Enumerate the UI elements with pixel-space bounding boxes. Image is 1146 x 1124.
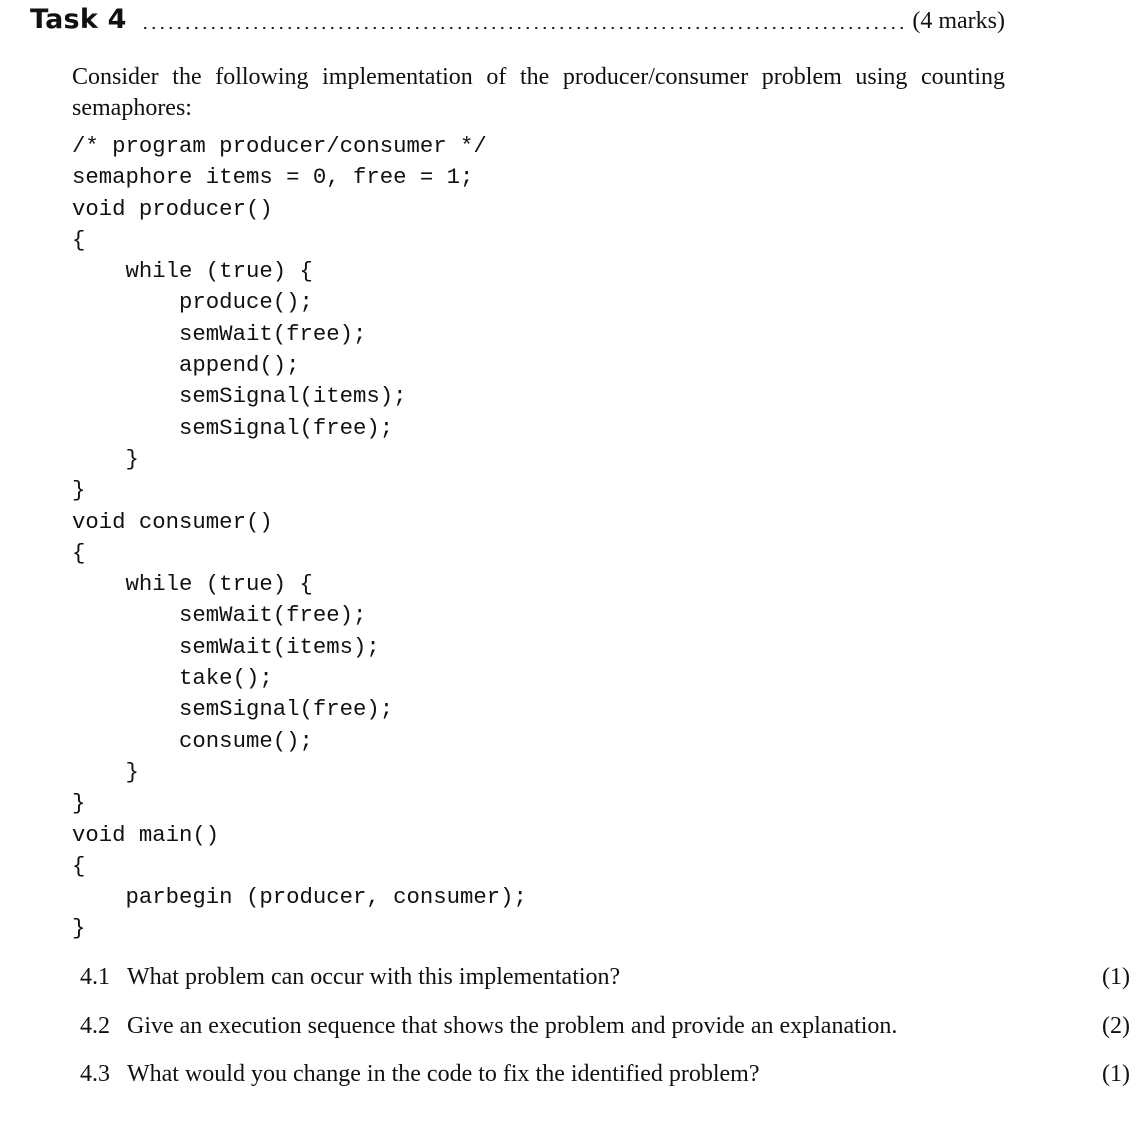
question-marks: (1) <box>1102 1061 1130 1087</box>
code-line: /* program producer/consumer */ <box>72 133 487 159</box>
code-line: while (true) { <box>72 258 313 285</box>
code-line: append(); <box>72 352 300 379</box>
question-text: Give an execution sequence that shows the problem and provide an explanation. <box>127 1012 898 1039</box>
code-line: semWait(items); <box>72 633 380 660</box>
question-number: 4.2 <box>80 1012 110 1039</box>
code-listing <box>72 131 527 945</box>
question-marks: (2) <box>1102 1012 1130 1039</box>
dot-leader <box>141 12 907 30</box>
code-line: semWait(free); <box>72 602 367 629</box>
code-line: void main() <box>72 821 220 848</box>
code-line: { <box>72 539 86 566</box>
task-title: Task 4 <box>30 4 127 35</box>
question-number: 4.1 <box>80 964 110 990</box>
question-number: 4.3 <box>80 1061 110 1087</box>
task-marks: (4 marks) <box>912 8 1005 34</box>
code-line: { <box>72 226 86 253</box>
code-line: void consumer() <box>72 508 273 535</box>
code-line: semSignal(free); <box>72 696 394 723</box>
question-item <box>80 1059 1130 1108</box>
code-line: produce(); <box>72 289 313 316</box>
code-line: semWait(free); <box>72 320 367 347</box>
code-line: void producer() <box>72 195 273 222</box>
code-line: } <box>72 915 86 942</box>
code-line: } <box>72 758 139 785</box>
code-line: } <box>72 790 86 817</box>
task-header <box>30 4 1005 36</box>
code-line: semSignal(free); <box>72 414 394 441</box>
code-line: semaphore items = 0, free = 1; <box>72 164 474 191</box>
question-list <box>80 962 1130 1108</box>
task-intro: Consider the following implementation of the producer/consumer problem using counting semaphores: <box>72 64 1005 121</box>
question-item <box>80 962 1130 1011</box>
question-text: What problem can occur with this implementation? <box>127 964 621 990</box>
code-line: take(); <box>72 665 273 692</box>
code-line: semSignal(items); <box>72 383 407 410</box>
code-line: while (true) { <box>72 571 313 598</box>
code-line: consume(); <box>72 727 313 754</box>
code-line: { <box>72 852 86 879</box>
code-line: parbegin (producer, consumer); <box>72 884 527 911</box>
question-item <box>80 1011 1130 1060</box>
question-marks: (1) <box>1102 964 1130 990</box>
code-line: } <box>72 477 86 504</box>
question-text: What would you change in the code to fix the identified problem? <box>127 1061 760 1087</box>
code-line: } <box>72 445 139 472</box>
